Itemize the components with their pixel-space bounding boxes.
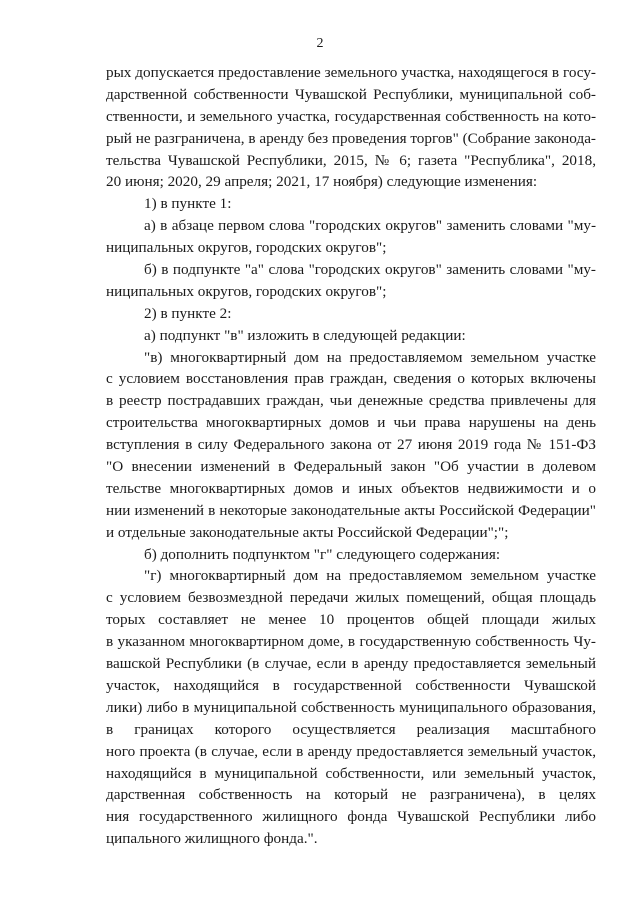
text-line: б) дополнить подпунктом "г" следующего содержания: (144, 545, 501, 563)
text-line: ниципальных округов, городских округов"; (106, 282, 387, 300)
text-line: дарственная собственность на который не разграничена), в целях (106, 786, 596, 804)
text-line: вступления в силу Федерального закона от 27 июня 2019 года № 151-ФЗ (106, 436, 596, 454)
text-line: нии изменений в некоторые законодательные акты Российской Федерации" (106, 501, 596, 519)
text-line: находящийся в муниципальной собственности, или земельный участок, (106, 764, 596, 782)
text-line: в указанном многоквартирном доме, в государственную собственность Чу- (106, 633, 596, 651)
text-line: в границах которого осуществляется реализация масштабного (106, 720, 596, 738)
text-line: 2) в пункте 2: (144, 304, 232, 322)
text-line: с условием восстановления прав граждан, сведения о которых включены (106, 370, 596, 388)
text-line: и отдельные законодательные акты Российской Федерации";"; (106, 523, 509, 541)
text-line: рый не разграничена, в аренду без проведения торгов" (Собрание законода- (106, 129, 596, 147)
document-body (106, 62, 596, 850)
text-line: ния государственного жилищного фонда Чувашской Республики либо (106, 808, 596, 826)
text-line: с условием безвозмездной передачи жилых помещений, общая площадь (106, 589, 596, 607)
text-line: тельства Чувашской Республики, 2015, № 6; газета "Республика", 2018, (106, 151, 596, 169)
text-line: 20 июня; 2020, 29 апреля; 2021, 17 ноября) следующие изменения: (106, 173, 538, 191)
text-line: ципального жилищного фонда.". (106, 830, 318, 848)
text-line: строительства многоквартирных домов и чьи права нарушены на день (106, 414, 596, 432)
text-line: ниципальных округов, городских округов"; (106, 239, 387, 257)
text-line: лики) либо в муниципальной собственность муниципального образования, (106, 698, 596, 716)
text-line: ного проекта (в случае, если в аренду предоставляется земельный участок, (106, 742, 596, 760)
text-line: "О внесении изменений в Федеральный закон "Об участии в долевом (106, 458, 596, 476)
text-line: б) в подпункте "а" слова "городских округов" заменить словами "му- (144, 261, 596, 279)
text-line: участок, находящийся в государственной собственности Чувашской (106, 676, 596, 694)
text-line: рых допускается предоставление земельного участка, находящегося в госу- (106, 64, 596, 81)
text-line: ственности, и земельного участка, государственная собственность на кото- (106, 107, 596, 125)
text-line: "г) многоквартирный дом на предоставляемом земельном участке (144, 567, 596, 585)
text-line: дарственной собственности Чувашской Республики, муниципальной соб- (106, 85, 596, 103)
text-line: а) подпункт "в" изложить в следующей редакции: (144, 326, 466, 344)
text-line: а) в абзаце первом слова "городских округов" заменить словами "му- (144, 217, 596, 235)
text-line: в реестр пострадавших граждан, чьи денежные средства привлечены для (106, 392, 596, 410)
text-line: торых составляет не менее 10 процентов общей площади жилых (106, 611, 596, 629)
text-line: тельстве многоквартирных домов и иных объектов недвижимости и о (106, 479, 596, 497)
text-line: "в) многоквартирный дом на предоставляемом земельном участке (144, 348, 596, 366)
page-number: 2 (316, 36, 324, 51)
text-line: 1) в пункте 1: (144, 195, 232, 213)
text-line: вашской Республики (в случае, если в аренду предоставляется земельный (106, 655, 596, 673)
